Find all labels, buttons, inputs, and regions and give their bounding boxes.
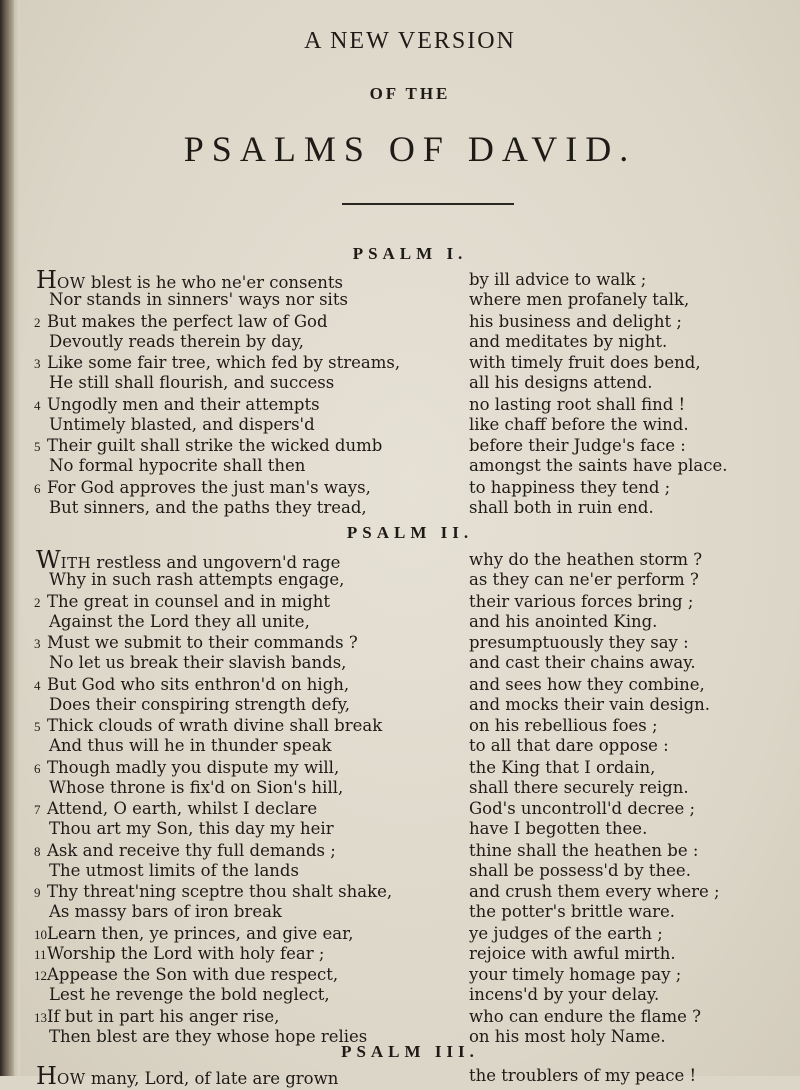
verse-line-right: all his designs attend. [469, 373, 653, 392]
verse-line-left [36, 736, 332, 756]
verse-text: Thick clouds of wrath divine shall break [47, 716, 383, 735]
verse-text: The great in counsel and in might [47, 591, 331, 611]
verse-line-right: amongst the saints have place. [469, 456, 728, 475]
verse-line-right: and cast their chains away. [469, 653, 696, 672]
verse-line-right: as they can ne'er perform ? [469, 570, 699, 589]
verse-line-right: and sees how they combine, [469, 674, 705, 694]
verse-number: 5 [34, 719, 41, 734]
verse-line-right: your timely homage pay ; [469, 965, 682, 984]
verse-line-right: with timely fruit does bend, [469, 353, 701, 372]
verse-line-left [34, 965, 338, 985]
verse-text: No let us break their slavish bands, [49, 653, 347, 672]
verse-text: restless and ungovern'd rage [91, 553, 341, 572]
verse-text: As massy bars of iron break [49, 902, 282, 921]
verse-line-right: shall both in ruin end. [469, 497, 654, 517]
verse-line-right: why do the heathen storm ? [469, 550, 703, 569]
verse-line-left [36, 902, 282, 922]
verse-text: Lest he revenge the bold neglect, [49, 985, 330, 1004]
verse-line-left [34, 924, 353, 944]
verse-line-right: and his anointed King. [469, 611, 658, 631]
verse-line-right: by ill advice to walk ; [469, 270, 647, 289]
verse-line-right: to happiness they tend ; [469, 477, 671, 497]
verse-line-right: God's uncontroll'd decree ; [469, 799, 696, 818]
verse-text: If but in part his anger rise, [47, 1006, 280, 1026]
verse-text: Then blest are they whose hope relies [49, 1026, 368, 1046]
verse-line-left [34, 592, 330, 612]
verse-line-left [36, 290, 348, 310]
initial-letter: H [36, 266, 57, 294]
verse-number: 6 [34, 760, 41, 776]
verse-line-left [36, 985, 330, 1005]
verse-line-left [34, 799, 317, 819]
verse-line-right: thine shall the heathen be : [469, 840, 699, 860]
verse-number: 3 [34, 636, 41, 651]
initial-word-caps: OW [56, 274, 86, 292]
psalm-heading: PSALM III. [341, 1042, 479, 1061]
verse-line-left [36, 456, 305, 476]
verse-line-right: who can endure the flame ? [469, 1006, 701, 1026]
verse-text: Appease the Son with due respect, [47, 965, 339, 984]
verse-line-left [36, 332, 304, 352]
verse-line-right: presumptuously they say : [469, 633, 689, 652]
verse-text: Their guilt shall strike the wicked dumb [47, 436, 383, 455]
verse-text: Worship the Lord with holy fear ; [47, 943, 325, 963]
verse-line-left [36, 498, 367, 518]
verse-text: blest is he who ne'er consents [85, 273, 343, 292]
verse-number: 4 [34, 677, 41, 693]
page-title: PSALMS OF DAVID. [183, 129, 637, 169]
verse-number: 7 [34, 802, 41, 817]
verse-number: 2 [34, 314, 41, 330]
initial-letter: W [36, 546, 61, 574]
verse-text: But God who sits enthron'd on high, [47, 674, 350, 694]
verse-line-left [36, 1027, 367, 1047]
verse-line-right: ye judges of the earth ; [469, 923, 663, 943]
verse-text: Thy threat'ning sceptre thou shalt shake, [47, 882, 393, 901]
verse-line-left [34, 882, 392, 902]
verse-line-left [36, 819, 334, 839]
verse-line-left [34, 353, 400, 373]
verse-text: Attend, O earth, whilst I declare [47, 799, 318, 818]
title-line-2: OF THE [369, 84, 451, 103]
verse-line-right: before their Judge's face : [469, 436, 686, 455]
verse-line-left [34, 944, 324, 964]
verse-line-left [34, 633, 358, 653]
verse-text: Ungodly men and their attempts [47, 394, 320, 414]
verse-text: And thus will he in thunder speak [49, 736, 332, 755]
verse-line-left [34, 675, 349, 695]
verse-line-right: his business and delight ; [469, 311, 682, 331]
title-divider [342, 203, 514, 205]
verse-line-right: no lasting root shall find ! [469, 394, 686, 414]
verse-line-right: on his rebellious foes ; [469, 716, 658, 735]
verse-line-right: and mocks their vain design. [469, 694, 711, 714]
verse-text: But sinners, and the paths they tread, [49, 497, 367, 517]
verse-text: Against the Lord they all unite, [49, 611, 310, 631]
psalm-heading: PSALM I. [352, 244, 468, 263]
book-page [20, 0, 800, 1090]
verse-text: Nor stands in sinners' ways nor sits [49, 290, 348, 309]
verse-line-right: incens'd by your delay. [469, 985, 660, 1004]
verse-text: No formal hypocrite shall then [49, 456, 306, 475]
verse-line-left [36, 1062, 339, 1090]
book-binding [0, 0, 14, 1076]
verse-line-right: and crush them every where ; [469, 882, 720, 901]
verse-line-left [36, 266, 343, 294]
verse-line-right: rejoice with awful mirth. [469, 943, 676, 963]
verse-line-right: like chaff before the wind. [469, 414, 689, 434]
verse-line-right: shall be possess'd by thee. [469, 860, 691, 880]
verse-line-right: to all that dare oppose : [469, 736, 669, 755]
verse-line-right: have I begotten thee. [469, 819, 648, 838]
verse-line-left [36, 373, 334, 393]
verse-line-left [36, 546, 341, 574]
verse-line-right: the potter's brittle ware. [469, 902, 676, 921]
verse-number: 2 [34, 594, 41, 610]
verse-line-left [36, 653, 346, 673]
verse-text: Must we submit to their commands ? [47, 633, 358, 652]
psalm-heading: PSALM II. [346, 523, 474, 542]
verse-line-left [34, 436, 382, 456]
verse-number: 6 [34, 480, 41, 496]
verse-line-right: and meditates by night. [469, 331, 668, 351]
verse-number: 4 [34, 397, 41, 413]
verse-number: 10 [34, 926, 47, 942]
verse-text: Devoutly reads therein by day, [49, 331, 304, 351]
initial-word-caps: ITH [60, 554, 92, 572]
title-line-1: A NEW VERSION [304, 28, 516, 54]
initial-letter: H [36, 1062, 57, 1090]
verse-line-left [34, 716, 382, 736]
verse-text: Why in such rash attempts engage, [49, 570, 345, 589]
verse-text: But makes the perfect law of God [47, 311, 328, 331]
verse-number: 9 [34, 885, 41, 900]
verse-line-left [34, 478, 371, 498]
verse-line-left [34, 1007, 279, 1027]
verse-line-left [34, 758, 339, 778]
verse-number: 11 [34, 946, 47, 962]
verse-line-left [34, 312, 328, 332]
verse-line-left [36, 570, 344, 590]
verse-line-left [34, 395, 320, 415]
verse-line-right: shall there securely reign. [469, 777, 689, 797]
verse-number: 12 [34, 968, 47, 983]
verse-line-left [36, 861, 299, 881]
verse-text: many, Lord, of late are grown [85, 1069, 339, 1088]
verse-number: 3 [34, 356, 41, 371]
verse-line-left [36, 695, 350, 715]
verse-text: For God approves the just man's ways, [47, 477, 371, 497]
verse-text: Learn then, ye princes, and give ear, [47, 923, 354, 943]
verse-text: Thou art my Son, this day my heir [49, 819, 334, 838]
verse-text: Like some fair tree, which fed by streams, [47, 353, 401, 372]
verse-text: Untimely blasted, and dispers'd [49, 414, 315, 434]
verse-text: Ask and receive thy full demands ; [47, 840, 336, 860]
verse-line-right: where men profanely talk, [469, 290, 690, 309]
verse-line-left [36, 612, 310, 632]
verse-number: 5 [34, 439, 41, 454]
verse-line-left [36, 415, 315, 435]
verse-text: Though madly you dispute my will, [47, 757, 340, 777]
verse-number: 8 [34, 843, 41, 859]
verse-line-right: on his most holy Name. [469, 1026, 666, 1046]
verse-text: The utmost limits of the lands [49, 860, 299, 880]
verse-text: Whose throne is fix'd on Sion's hill, [49, 777, 344, 797]
verse-number: 13 [34, 1009, 47, 1025]
initial-word-caps: OW [56, 1070, 86, 1088]
verse-text: Does their conspiring strength defy, [49, 694, 351, 714]
verse-line-right: their various forces bring ; [469, 591, 694, 611]
verse-line-right: the troublers of my peace ! [469, 1066, 697, 1085]
verse-text: He still shall flourish, and success [49, 373, 335, 392]
verse-line-right: the King that I ordain, [469, 757, 656, 777]
verse-line-left [36, 778, 343, 798]
verse-line-left [34, 841, 336, 861]
